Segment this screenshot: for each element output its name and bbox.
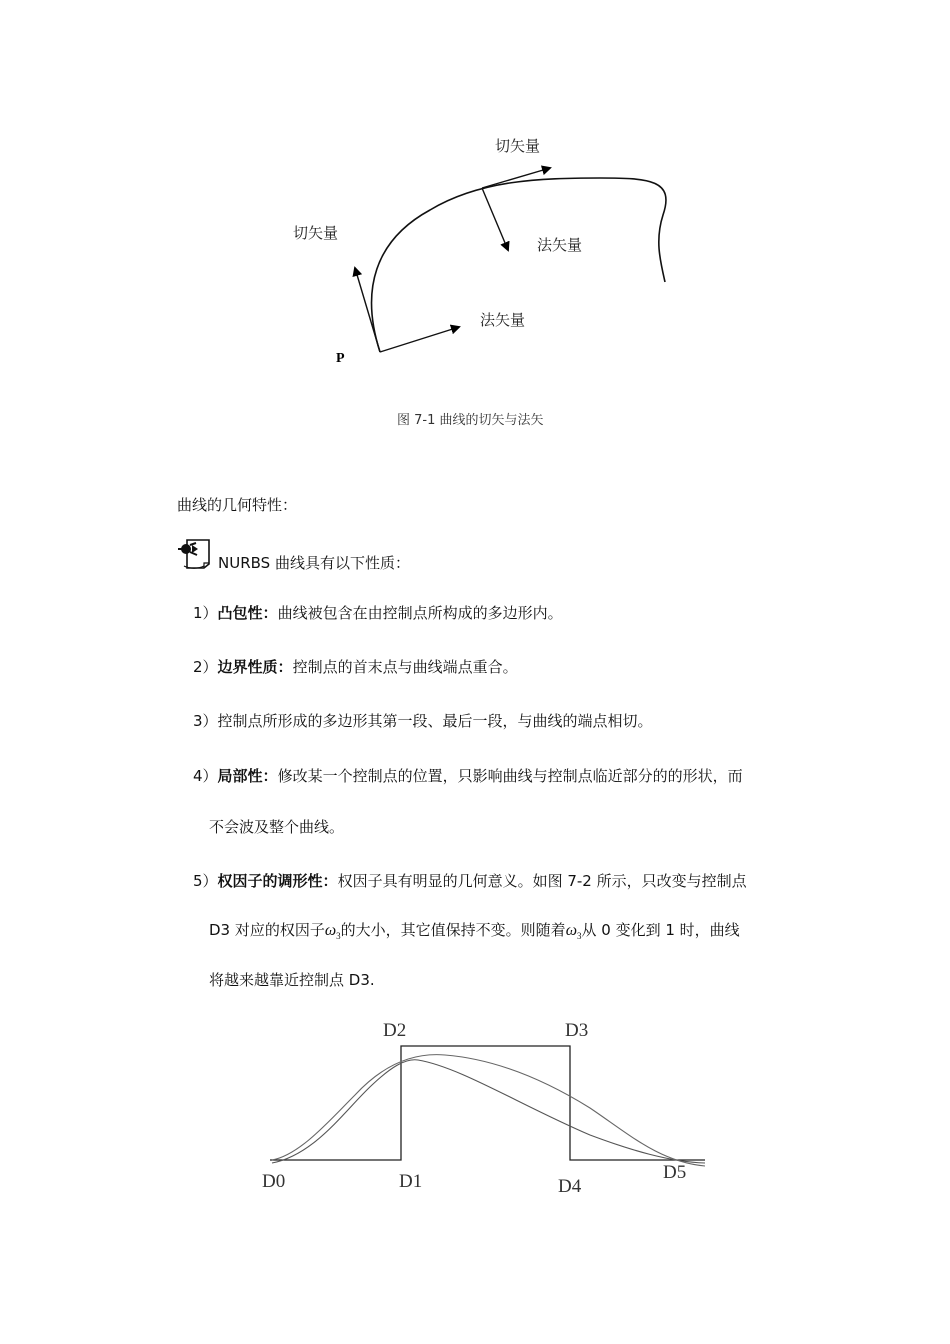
- continuation-c: 从 0 变化到 1 时，曲线: [581, 921, 740, 939]
- item-bold: 凸包性：: [217, 604, 278, 622]
- label-d4: D4: [558, 1176, 582, 1197]
- figure-caption: 图 7-1 曲线的切矢与法矢: [397, 413, 544, 428]
- label-d0: D0: [262, 1171, 286, 1192]
- list-item: [193, 603, 563, 623]
- item-text: 控制点的首末点与曲线端点重合。: [292, 658, 518, 676]
- label-d2: D2: [383, 1020, 407, 1041]
- item-bold: 边界性质：: [217, 658, 293, 676]
- continuation-a: D3 对应的权因子: [209, 921, 325, 939]
- omega-symbol: $\omega_3$: [565, 922, 582, 942]
- label-tangent-top: 切矢量: [495, 137, 541, 155]
- list-item-continuation: [209, 920, 740, 946]
- list-item-continuation: 不会波及整个曲线。: [209, 818, 345, 836]
- label-d3: D3: [565, 1020, 589, 1041]
- item-number: 5）: [193, 872, 218, 890]
- figure-weight-factor: [0, 1000, 950, 1210]
- normal-vector-right: [482, 188, 508, 250]
- figure-tangent-normal: [0, 0, 950, 440]
- item-number: 2）: [193, 658, 218, 676]
- omega-symbol: $\omega_3$: [324, 922, 341, 942]
- list-item: [193, 766, 743, 786]
- label-d5: D5: [663, 1162, 687, 1183]
- item-bold: 权因子的调形性：: [217, 872, 338, 890]
- label-d1: D1: [399, 1171, 423, 1192]
- item-text: 修改某一个控制点的位置，只影响曲线与控制点临近部分的的形状，而: [277, 767, 743, 785]
- item-text: 曲线被包含在由控制点所构成的多边形内。: [277, 604, 563, 622]
- list-item: [193, 657, 518, 677]
- item-bold: 局部性：: [217, 767, 278, 785]
- item-number: 1）: [193, 604, 218, 622]
- label-p: P: [336, 351, 345, 366]
- item-text: 控制点所形成的多边形其第一段、最后一段，与曲线的端点相切。: [217, 712, 653, 730]
- list-item: [193, 871, 747, 891]
- tangent-vector-left: [355, 268, 380, 352]
- label-normal-right: 法矢量: [537, 236, 583, 254]
- list-item-continuation: 将越来越靠近控制点 D3.: [209, 971, 375, 989]
- item-text: 权因子具有明显的几何意义。如图 7-2 所示，只改变与控制点: [337, 872, 747, 890]
- control-polygon: [270, 1046, 705, 1160]
- label-normal-bottom: 法矢量: [480, 311, 526, 329]
- item-number: 4）: [193, 767, 218, 785]
- note-icon: [176, 536, 214, 570]
- label-tangent-left: 切矢量: [293, 224, 339, 242]
- tangent-vector-top: [482, 168, 550, 188]
- nurbs-curve-1: [272, 1060, 705, 1163]
- normal-vector-bottom: [380, 327, 459, 352]
- section-heading: 曲线的几何特性：: [177, 496, 298, 514]
- nurbs-curve-2: [272, 1055, 705, 1166]
- list-item: [193, 711, 653, 731]
- item-number: 3）: [193, 712, 218, 730]
- continuation-b: 的大小，其它值保持不变。则随着: [340, 921, 566, 939]
- note-text: NURBS 曲线具有以下性质：: [218, 554, 410, 572]
